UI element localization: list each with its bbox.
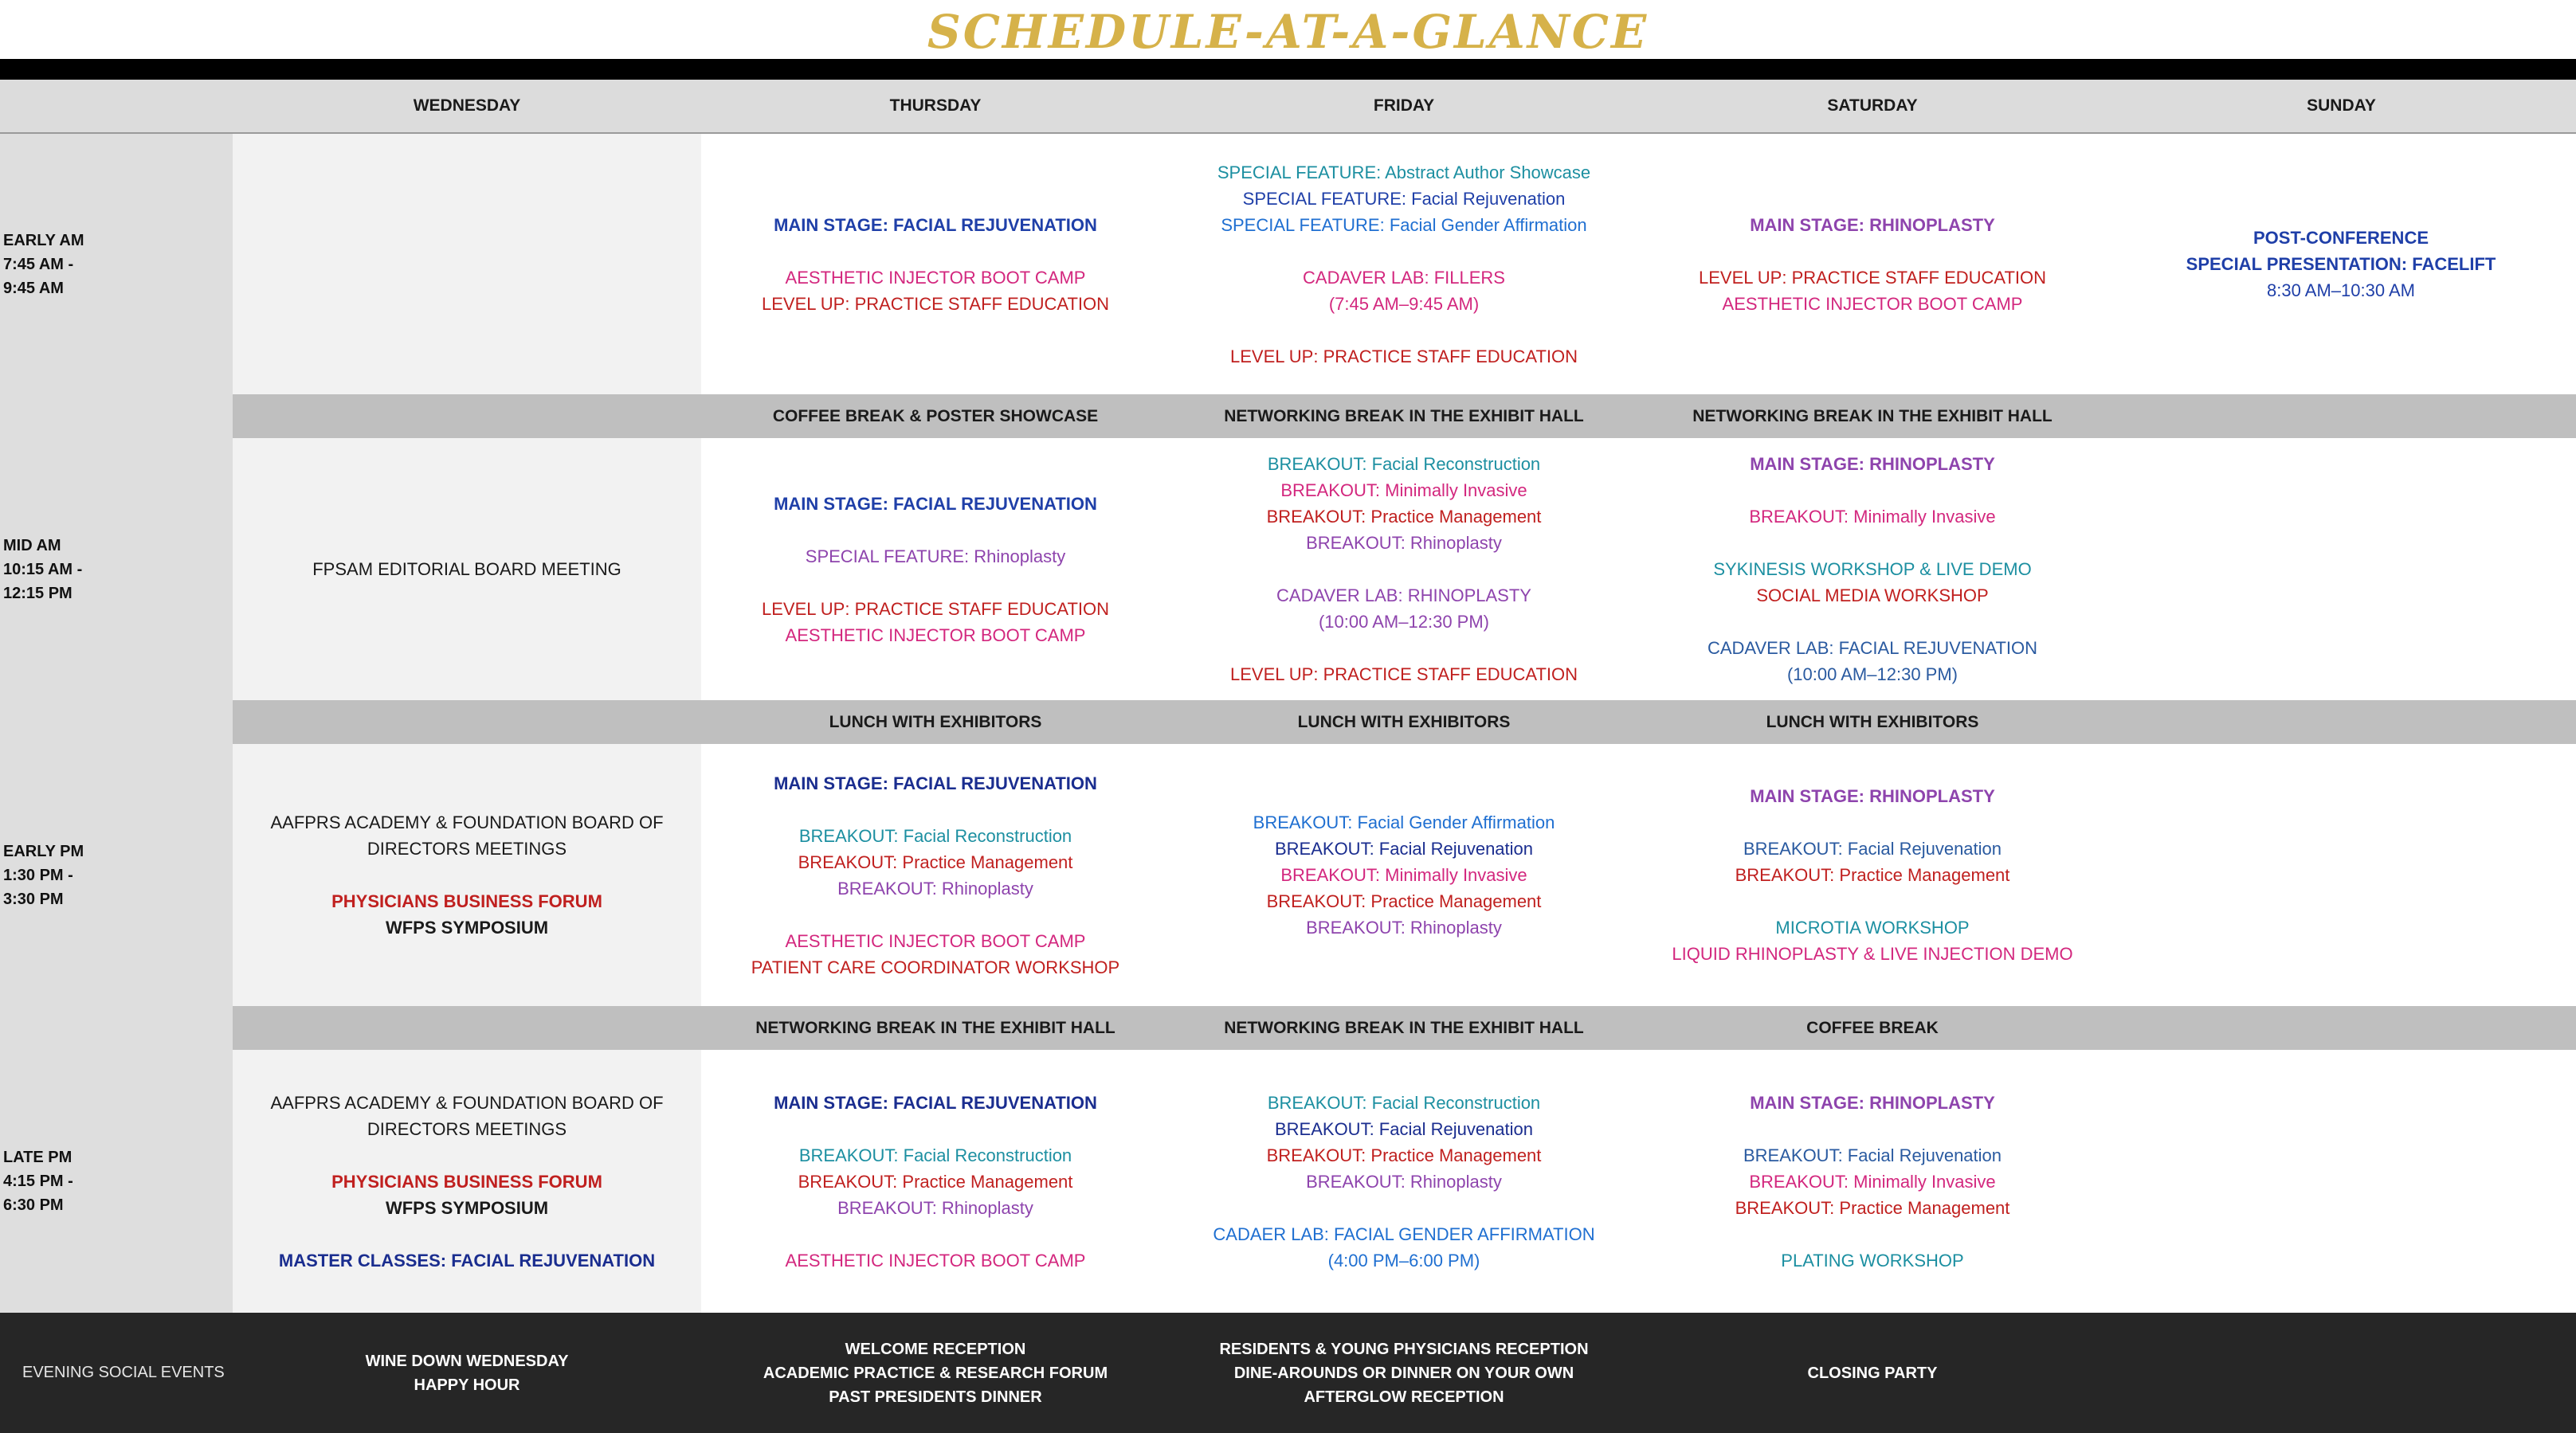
- spacer: [701, 797, 1170, 823]
- session-item[interactable]: DIRECTORS MEETINGS: [367, 1119, 567, 1139]
- time-slot-label: [3, 229, 84, 300]
- session-item[interactable]: BREAKOUT: Rhinoplasty: [837, 879, 1033, 899]
- session-item[interactable]: CADAVER LAB: FILLERS: [1303, 268, 1505, 288]
- session-item[interactable]: BREAKOUT: Facial Gender Affirmation: [1253, 812, 1555, 832]
- spacer: [1638, 1221, 2107, 1247]
- session-item[interactable]: LEVEL UP: PRACTICE STAFF EDUCATION: [1699, 268, 2046, 288]
- spacer: [701, 238, 1170, 264]
- spacer: [1170, 317, 1638, 343]
- session-item[interactable]: (10:00 AM–12:30 PM): [1318, 612, 1489, 632]
- session-cell-saturday: [1638, 783, 2107, 967]
- break-cell-friday: NETWORKING BREAK IN THE EXHIBIT HALL: [1224, 407, 1584, 425]
- session-item[interactable]: AAFPRS ACADEMY & FOUNDATION BOARD OF: [270, 1093, 664, 1113]
- break-cell-saturday: NETWORKING BREAK IN THE EXHIBIT HALL: [1692, 407, 2053, 425]
- spacer: [233, 1221, 701, 1247]
- evening-row-label: EVENING SOCIAL EVENTS: [22, 1364, 225, 1381]
- spacer: [1638, 609, 2107, 635]
- session-cell-friday: [1170, 809, 1638, 941]
- spacer: [701, 1221, 1170, 1247]
- session-cell-wednesday: [233, 556, 701, 582]
- session-item[interactable]: SYKINESIS WORKSHOP & LIVE DEMO: [1713, 559, 2032, 579]
- session-cell-thursday: [701, 212, 1170, 317]
- break-row: [233, 1006, 2576, 1050]
- session-item[interactable]: BREAKOUT: Practice Management: [1266, 1145, 1542, 1165]
- time-slot-label-line: MID AM: [3, 537, 61, 554]
- time-slot-label-line: 9:45 AM: [3, 280, 64, 297]
- session-item[interactable]: SPECIAL FEATURE: Facial Rejuvenation: [1242, 189, 1566, 209]
- session-cell-thursday: [701, 770, 1170, 981]
- session-cell-friday: [1170, 1090, 1638, 1274]
- evening-event-item[interactable]: ACADEMIC PRACTICE & RESEARCH FORUM: [763, 1364, 1108, 1382]
- session-item[interactable]: BREAKOUT: Practice Management: [1266, 891, 1542, 911]
- session-item[interactable]: BREAKOUT: Minimally Invasive: [1749, 507, 1996, 527]
- day-header-wednesday: WEDNESDAY: [413, 96, 521, 115]
- session-item[interactable]: MAIN STAGE: RHINOPLASTY: [1750, 454, 1995, 474]
- spacer: [1170, 635, 1638, 661]
- session-item[interactable]: BREAKOUT: Minimally Invasive: [1749, 1172, 1996, 1192]
- spacer: [1638, 238, 2107, 264]
- session-item[interactable]: MAIN STAGE: FACIAL REJUVENATION: [774, 773, 1097, 793]
- session-item[interactable]: MAIN STAGE: FACIAL REJUVENATION: [774, 215, 1097, 235]
- session-item[interactable]: MAIN STAGE: RHINOPLASTY: [1750, 1093, 1995, 1113]
- session-item[interactable]: PHYSICIANS BUSINESS FORUM: [331, 1172, 602, 1192]
- session-item[interactable]: PLATING WORKSHOP: [1781, 1251, 1964, 1271]
- session-item[interactable]: BREAKOUT: Practice Management: [798, 852, 1073, 872]
- session-cell-sunday: [2107, 225, 2575, 303]
- session-item[interactable]: BREAKOUT: Rhinoplasty: [1306, 533, 1502, 553]
- evening-event-friday: [1170, 1313, 1638, 1433]
- session-item[interactable]: SOCIAL MEDIA WORKSHOP: [1756, 585, 1989, 605]
- session-cell-wednesday: [233, 1090, 701, 1274]
- spacer: [1638, 888, 2107, 914]
- session-item[interactable]: MICROTIA WORKSHOP: [1775, 918, 1970, 938]
- session-item[interactable]: BREAKOUT: Minimally Invasive: [1280, 865, 1527, 885]
- session-cell-saturday: [1638, 451, 2107, 687]
- spacer: [1638, 530, 2107, 556]
- session-item[interactable]: FPSAM EDITORIAL BOARD MEETING: [312, 559, 621, 579]
- session-cell-saturday: [1638, 212, 2107, 317]
- evening-event-item[interactable]: CLOSING PARTY: [1807, 1364, 1938, 1382]
- spacer: [1638, 809, 2107, 836]
- spacer: [701, 570, 1170, 596]
- break-cell-sunday: [2107, 700, 2575, 744]
- time-slot-label-line: 10:15 AM -: [3, 561, 83, 578]
- session-item[interactable]: BREAKOUT: Practice Management: [1735, 865, 2010, 885]
- session-item[interactable]: MAIN STAGE: FACIAL REJUVENATION: [774, 1093, 1097, 1113]
- break-cell-friday: NETWORKING BREAK IN THE EXHIBIT HALL: [1224, 1019, 1584, 1037]
- spacer: [233, 1142, 701, 1169]
- break-cell-thursday: LUNCH WITH EXHIBITORS: [829, 713, 1042, 731]
- session-item[interactable]: AESTHETIC INJECTOR BOOT CAMP: [785, 931, 1086, 951]
- session-cell-friday: [1170, 159, 1638, 370]
- session-item[interactable]: AESTHETIC INJECTOR BOOT CAMP: [785, 625, 1086, 645]
- session-item[interactable]: BREAKOUT: Facial Rejuvenation: [1274, 1119, 1534, 1139]
- spacer: [1638, 477, 2107, 503]
- break-row: [233, 700, 2576, 744]
- time-slot-label-line: EARLY PM: [3, 843, 84, 860]
- session-item[interactable]: LEVEL UP: PRACTICE STAFF EDUCATION: [762, 294, 1109, 314]
- spacer: [701, 1116, 1170, 1142]
- time-slot-label-line: 12:15 PM: [3, 585, 73, 602]
- day-header-row: [0, 80, 2576, 134]
- session-item[interactable]: AESTHETIC INJECTOR BOOT CAMP: [785, 1251, 1086, 1271]
- session-item[interactable]: BREAKOUT: Rhinoplasty: [837, 1198, 1033, 1218]
- session-item[interactable]: SPECIAL FEATURE: Abstract Author Showcase: [1217, 162, 1591, 182]
- evening-social-events-row: [0, 1313, 2576, 1433]
- evening-event-saturday: [1638, 1313, 2107, 1433]
- time-slot-label: [3, 534, 82, 605]
- time-slot-label-line: 4:15 PM -: [3, 1173, 73, 1190]
- session-item[interactable]: MAIN STAGE: RHINOPLASTY: [1750, 215, 1995, 235]
- session-item[interactable]: AESTHETIC INJECTOR BOOT CAMP: [1722, 294, 2023, 314]
- session-item[interactable]: (10:00 AM–12:30 PM): [1786, 664, 1958, 684]
- spacer: [1170, 238, 1638, 264]
- time-column: [0, 134, 233, 1313]
- session-item[interactable]: LEVEL UP: PRACTICE STAFF EDUCATION: [1230, 347, 1578, 366]
- session-item[interactable]: MASTER CLASSES: FACIAL REJUVENATION: [278, 1251, 656, 1271]
- session-item[interactable]: WFPS SYMPOSIUM: [385, 918, 549, 938]
- session-cell-wednesday: [233, 809, 701, 941]
- spacer: [1170, 556, 1638, 582]
- session-item[interactable]: PATIENT CARE COORDINATOR WORKSHOP: [751, 957, 1120, 977]
- break-cell-friday: LUNCH WITH EXHIBITORS: [1297, 713, 1511, 731]
- session-item[interactable]: BREAKOUT: Facial Reconstruction: [1267, 454, 1541, 474]
- session-item[interactable]: CADAER LAB: FACIAL GENDER AFFIRMATION: [1213, 1224, 1595, 1244]
- break-cell-wednesday: [233, 1006, 701, 1050]
- page-title: SCHEDULE-AT-A-GLANCE: [927, 5, 1649, 59]
- session-item[interactable]: BREAKOUT: Minimally Invasive: [1280, 480, 1527, 500]
- evening-event-thursday: [701, 1313, 1170, 1433]
- session-item[interactable]: LEVEL UP: PRACTICE STAFF EDUCATION: [1230, 664, 1578, 684]
- time-slot-label-line: 3:30 PM: [3, 891, 64, 908]
- break-cell-wednesday: [233, 700, 701, 744]
- time-slot-label-line: LATE PM: [3, 1149, 73, 1166]
- day-header-saturday: SATURDAY: [1827, 96, 1918, 115]
- day-header-sunday: SUNDAY: [2307, 96, 2376, 115]
- evening-event-item[interactable]: AFTERGLOW RECEPTION: [1304, 1388, 1504, 1406]
- time-slot-label-line: 6:30 PM: [3, 1196, 64, 1214]
- session-item[interactable]: SPECIAL PRESENTATION: FACELIFT: [2186, 254, 2496, 274]
- session-item[interactable]: BREAKOUT: Facial Rejuvenation: [1274, 839, 1534, 859]
- session-item[interactable]: SPECIAL FEATURE: Facial Gender Affirmation: [1221, 215, 1587, 235]
- spacer: [701, 902, 1170, 928]
- evening-event-wednesday: [233, 1313, 701, 1433]
- break-cell-saturday: LUNCH WITH EXHIBITORS: [1766, 713, 1979, 731]
- session-item[interactable]: 8:30 AM–10:30 AM: [2267, 280, 2415, 300]
- session-item[interactable]: BREAKOUT: Facial Reconstruction: [798, 1145, 1072, 1165]
- time-slot-label-line: 1:30 PM -: [3, 867, 73, 884]
- evening-event-item[interactable]: RESIDENTS & YOUNG PHYSICIANS RECEPTION: [1219, 1340, 1589, 1358]
- spacer: [1170, 1195, 1638, 1221]
- break-cell-thursday: NETWORKING BREAK IN THE EXHIBIT HALL: [755, 1019, 1115, 1037]
- break-cell-thursday: COFFEE BREAK & POSTER SHOWCASE: [772, 407, 1099, 425]
- time-slot-label: [3, 1145, 73, 1217]
- session-item[interactable]: AAFPRS ACADEMY & FOUNDATION BOARD OF: [270, 812, 664, 832]
- session-item[interactable]: WFPS SYMPOSIUM: [385, 1198, 549, 1218]
- day-header-thursday: THURSDAY: [889, 96, 982, 115]
- evening-event-item[interactable]: WELCOME RECEPTION: [845, 1340, 1026, 1358]
- session-item[interactable]: LIQUID RHINOPLASTY & LIVE INJECTION DEMO: [1672, 944, 2073, 964]
- evening-event-item[interactable]: DINE-AROUNDS OR DINNER ON YOUR OWN: [1233, 1364, 1574, 1382]
- session-item[interactable]: (7:45 AM–9:45 AM): [1328, 294, 1480, 314]
- session-item[interactable]: BREAKOUT: Rhinoplasty: [1306, 1172, 1502, 1192]
- evening-event-item[interactable]: PAST PRESIDENTS DINNER: [829, 1388, 1042, 1406]
- top-divider-bar: [0, 59, 2576, 80]
- session-item[interactable]: CADAVER LAB: FACIAL REJUVENATION: [1707, 638, 2038, 658]
- spacer: [701, 517, 1170, 543]
- session-item[interactable]: (4:00 PM–6:00 PM): [1327, 1251, 1480, 1271]
- time-slot-label: [3, 840, 84, 911]
- session-item[interactable]: BREAKOUT: Facial Rejuvenation: [1743, 1145, 2002, 1165]
- session-cell-friday: [1170, 451, 1638, 687]
- session-item[interactable]: MAIN STAGE: FACIAL REJUVENATION: [774, 494, 1097, 514]
- session-cell-thursday: [701, 1090, 1170, 1274]
- session-item[interactable]: LEVEL UP: PRACTICE STAFF EDUCATION: [762, 599, 1109, 619]
- session-item[interactable]: BREAKOUT: Facial Rejuvenation: [1743, 839, 2002, 859]
- session-item[interactable]: AESTHETIC INJECTOR BOOT CAMP: [785, 268, 1086, 288]
- wednesday-cell-bg: [233, 134, 701, 394]
- evening-event-item[interactable]: WINE DOWN WEDNESDAY: [365, 1352, 569, 1370]
- session-item[interactable]: MAIN STAGE: RHINOPLASTY: [1750, 786, 1995, 806]
- evening-event-item[interactable]: HAPPY HOUR: [414, 1376, 520, 1394]
- time-slot-label-line: 7:45 AM -: [3, 256, 74, 273]
- session-item[interactable]: BREAKOUT: Facial Reconstruction: [1267, 1093, 1541, 1113]
- session-item[interactable]: PHYSICIANS BUSINESS FORUM: [331, 891, 602, 911]
- session-item[interactable]: DIRECTORS MEETINGS: [367, 839, 567, 859]
- day-header-friday: FRIDAY: [1373, 96, 1435, 115]
- session-item[interactable]: CADAVER LAB: RHINOPLASTY: [1276, 585, 1531, 605]
- session-item[interactable]: BREAKOUT: Practice Management: [1266, 507, 1542, 527]
- session-cell-saturday: [1638, 1090, 2107, 1274]
- break-row: [233, 394, 2576, 438]
- session-cell-thursday: [701, 491, 1170, 648]
- session-item[interactable]: BREAKOUT: Practice Management: [1735, 1198, 2010, 1218]
- session-item[interactable]: SPECIAL FEATURE: Rhinoplasty: [805, 546, 1066, 566]
- break-cell-saturday: COFFEE BREAK: [1806, 1019, 1939, 1037]
- spacer: [233, 862, 701, 888]
- session-item[interactable]: BREAKOUT: Rhinoplasty: [1306, 918, 1502, 938]
- break-cell-wednesday: [233, 394, 701, 438]
- break-cell-sunday: [2107, 1006, 2575, 1050]
- session-item[interactable]: BREAKOUT: Facial Reconstruction: [798, 826, 1072, 846]
- break-cell-sunday: [2107, 394, 2575, 438]
- spacer: [1638, 1116, 2107, 1142]
- session-item[interactable]: POST-CONFERENCE: [2253, 228, 2429, 248]
- session-item[interactable]: BREAKOUT: Practice Management: [798, 1172, 1073, 1192]
- time-slot-label-line: EARLY AM: [3, 232, 84, 249]
